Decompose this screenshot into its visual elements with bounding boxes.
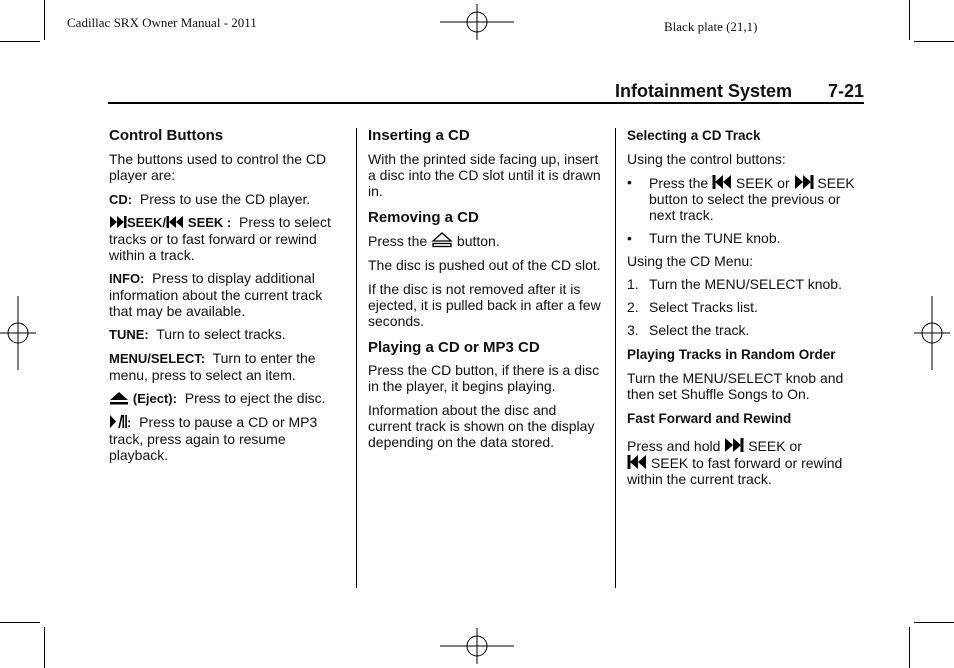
menu-item (109, 350, 345, 383)
eject-text: Press to eject the disc. (184, 390, 326, 406)
crop-mark (44, 0, 45, 40)
registration-mark-right (914, 296, 950, 370)
remove-p3: If the disc is not removed after it is ejected, it is pulled back in after a few seconds. (368, 281, 601, 329)
remove-text-a: Press the (368, 233, 428, 249)
bullet-item (627, 230, 863, 246)
seek-forward-icon (724, 437, 744, 453)
heading-fast-forward: Fast Forward and Rewind (627, 411, 792, 426)
crop-mark (0, 622, 40, 623)
insert-text: With the printed side facing up, insert a disc into the CD slot until it is drawn in. (368, 151, 601, 199)
seek-forward-icon (109, 215, 127, 229)
seek-forward-icon (794, 174, 814, 190)
section-title: Infotainment System (615, 81, 793, 101)
step-text: Select the track. (649, 322, 750, 338)
eject-icon (109, 391, 129, 405)
column-2 (368, 128, 602, 450)
column-1 (109, 128, 345, 463)
bullet-item (627, 174, 863, 223)
registration-mark-bottom (440, 628, 514, 664)
using-menu: Using the CD Menu: (627, 253, 754, 269)
crop-mark (44, 627, 45, 668)
step-text: Turn the MENU/SELECT knob. (649, 276, 842, 292)
seek-back-icon (166, 215, 184, 229)
ff-c: SEEK to fast forward or rewind within the current track. (627, 455, 843, 487)
registration-mark-left (0, 296, 36, 370)
heading-playing-cd: Playing a CD or MP3 CD (368, 339, 540, 356)
step-item (627, 299, 863, 315)
menu-text-a: Turn to enter the (212, 350, 316, 366)
column-3 (627, 128, 863, 487)
crop-mark (909, 0, 910, 40)
cd-text: Press to use the CD player. (139, 191, 311, 207)
play-p2: Information about the disc and current track is shown on the display depending on the data stored. (368, 402, 595, 450)
page-number: 7-21 (827, 81, 864, 101)
info-item (109, 270, 345, 319)
b1-a: Press the (649, 175, 709, 191)
info-text-a: Press to display additional (152, 270, 315, 286)
eject-icon (431, 232, 453, 248)
ff-a: Press and hold (627, 438, 721, 454)
crop-mark (909, 627, 910, 668)
ff-text (627, 437, 863, 487)
random-text: Turn the MENU/SELECT knob and then set Shuffle Songs to On. (627, 370, 844, 402)
pause-text-b: track, press again to resume playback. (109, 431, 286, 463)
step-number: 1. (627, 276, 639, 292)
heading-control-buttons: Control Buttons (109, 127, 224, 144)
pause-item (109, 414, 345, 463)
menu-text-b: menu, press to select an item. (109, 367, 296, 383)
step-number: 3. (627, 322, 639, 338)
play-p1: Press the CD button, if there is a disc in the player, it begins playing. (368, 362, 600, 394)
intro-text: The buttons used to control the CD player are: (109, 151, 327, 183)
tune-label: TUNE: (109, 327, 149, 342)
eject-item (109, 390, 345, 407)
bullet: • (627, 230, 632, 246)
heading-removing-cd: Removing a CD (368, 209, 479, 226)
plate-label: Black plate (21,1) (664, 19, 758, 34)
seek-text-a: Press to (239, 214, 291, 230)
b1-d: button to select the previous or next track. (649, 191, 841, 223)
info-label: INFO: (109, 271, 145, 286)
column-divider (615, 128, 616, 588)
seek-back-icon (627, 454, 647, 470)
menu-label: MENU/SELECT: (109, 351, 206, 366)
remove-p2: The disc is pushed out of the CD slot. (368, 257, 601, 273)
pause-label: : (127, 415, 132, 430)
b1-c: SEEK (817, 175, 855, 191)
heading-selecting-track: Selecting a CD Track (627, 128, 761, 143)
step-number: 2. (627, 299, 639, 315)
eject-label: (Eject): (132, 391, 177, 406)
cd-label: CD: (109, 192, 133, 207)
b1-b: SEEK or (735, 175, 790, 191)
seek-text-b: select tracks or to fast forward or rewind within a track. (109, 214, 331, 263)
step-item (627, 322, 863, 338)
seek-back-icon (712, 174, 732, 190)
seek-label-b: SEEK : (187, 215, 232, 230)
registration-mark-top (440, 4, 514, 40)
ff-b: SEEK or (748, 438, 802, 454)
b2-text: Turn the TUNE knob. (649, 230, 781, 246)
seek-item (109, 214, 345, 263)
seek-label-a: SEEK/ (127, 215, 167, 230)
pause-text-a: Press to pause a CD or MP3 (139, 414, 318, 430)
header-rule (108, 102, 864, 104)
crop-mark (914, 622, 954, 623)
step-text: Select Tracks list. (649, 299, 758, 315)
crop-mark (914, 41, 954, 42)
document-title: Cadillac SRX Owner Manual - 2011 (67, 15, 257, 30)
remove-text (368, 232, 602, 249)
heading-random-order: Playing Tracks in Random Order (627, 347, 836, 362)
column-divider (356, 128, 357, 588)
remove-text-b: button. (456, 233, 500, 249)
using-buttons: Using the control buttons: (627, 151, 786, 167)
play-pause-icon (109, 414, 127, 429)
cd-item (109, 191, 345, 208)
step-item (627, 276, 863, 292)
heading-inserting-cd: Inserting a CD (368, 127, 470, 144)
crop-mark (0, 41, 40, 42)
bullet: • (627, 174, 632, 190)
info-text-b: information about the current track that may be available. (109, 287, 323, 319)
tune-text: Turn to select tracks. (156, 326, 286, 342)
tune-item (109, 326, 345, 343)
